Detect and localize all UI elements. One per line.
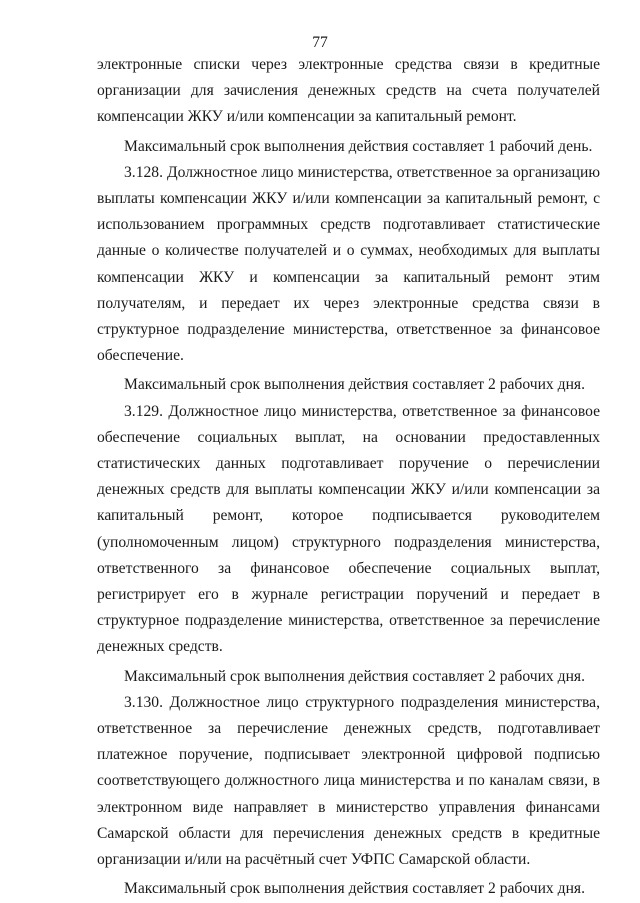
paragraph-3-130: 3.130. Должностное лицо структурного подразделения министерства, ответственное за перечисление денежных средств, подготавливает платежное поручение, подписывает электронной цифровой подписью соответствующего должностного лица министерства и по каналам связи, в электронном виде направляет в министерство управления финансами Самарской области для перечисления денежных средств в кредитные организации и/или на расчётный счет УФПС Самарской области. <box>97 693 600 869</box>
paragraph-deadline: Максимальный срок выполнения действия составляет 2 рабочих дня. <box>124 376 585 394</box>
paragraph-deadline: Максимальный срок выполнения действия составляет 2 рабочих дня. <box>124 667 585 685</box>
paragraph-3-129: 3.129. Должностное лицо министерства, ответственное за финансовое обеспечение социальных выплат, на основании предоставленных статистических данных подготавливает поручение о перечислении денежных средств для выплаты компенсации ЖКУ и/или компенсации за капитальный ремонт, которое подписывается руководителем (уполномоченным лицом) структурного подразделения министерства, ответственного за финансовое обеспечение социальных выплат, регистрирует его в журнале регистрации поручений и передает в структурное подразделение министерства, ответственное за перечисление денежных средств. <box>97 402 600 656</box>
paragraph-3-128: 3.128. Должностное лицо министерства, ответственное за организацию выплаты компенсации ЖКУ и/или компенсации за капитальный ремонт, с использованием программных средств подготавливает статистические данные о количестве получателей и о суммах, необходимых для выплаты компенсации ЖКУ и компенсации за капитальный ремонт этим получателям, и передает их через электронные средства связи в структурное подразделение министерства, ответственное за финансовое обеспечение. <box>97 163 600 365</box>
paragraph-deadline: Максимальный срок выполнения действия составляет 2 рабочих дня. <box>124 880 585 898</box>
page-number: 77 <box>312 34 328 51</box>
paragraph-continuation: электронные списки через электронные средства связи в кредитные организации для зачисления денежных средств на счета получателей компенсации ЖКУ и/или компенсации за капитальный ремонт. <box>97 56 600 126</box>
paragraph-deadline: Максимальный срок выполнения действия составляет 1 рабочий день. <box>124 137 593 155</box>
document-body <box>97 52 600 903</box>
